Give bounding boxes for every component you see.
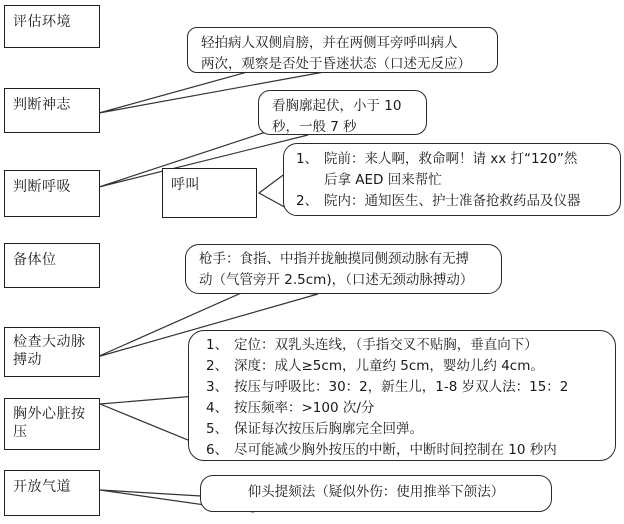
flow-box-judge-breathing [4,170,100,217]
callout-text-line: 看胸廓起伏，小于 10 [272,98,402,114]
callout-text-line: 尽可能减少胸外按压的中断，中断时间控制在 10 秒内 [234,442,557,458]
callout-consciousness [187,27,498,73]
flow-box-label: 判断神志 [13,97,71,113]
list-number: 1、 [296,151,319,167]
callout-text-line: 两次，观察是否处于昏迷状态（口述无反应） [201,56,471,72]
flow-box-check-artery-pulse [4,327,100,377]
flow-box-label: 呼叫 [171,177,200,193]
callout-breathing [258,90,427,135]
list-number: 6、 [206,442,229,458]
callout-text-line: 院前：来人啊，救命啊！请 xx 打“120”然 [324,151,578,167]
callout-text-line: 深度：成人≥5cm，儿童约 5cm，婴幼儿约 4cm。 [234,358,544,374]
flow-box-chest-compression [4,398,100,450]
callout-text-line: 按压与呼吸比：30：2，新生儿，1-8 岁双人法：15：2 [234,379,569,395]
flow-box-label: 胸外心脏按压 [13,406,86,440]
list-number: 4、 [206,400,229,416]
list-number: 1、 [206,337,229,353]
callout-text-line: 秒，一般 7 秒 [272,119,357,135]
callout-text-line: 院内：通知医生、护士准备抢救药品及仪器 [324,193,581,209]
callout-call [283,143,621,216]
callout-text-line: 后拿 AED 回来帮忙 [324,172,442,188]
list-number: 2、 [296,193,319,209]
flow-box-label: 评估环境 [13,14,71,30]
callout-text-line: 动（气管旁开 2.5cm)，（口述无颈动脉搏动） [199,272,474,288]
flow-box-label: 判断呼吸 [13,179,71,195]
flow-box-prepare-position [4,243,100,288]
flow-box-open-airway [4,470,100,516]
list-number: 5、 [206,421,229,437]
flow-box-label: 开放气道 [13,479,71,495]
callout-text-line: 枪手：食指、中指并拢触摸同侧颈动脉有无搏 [199,251,469,267]
list-number: 3、 [206,379,229,395]
flow-box-label: 备体位 [13,252,57,268]
callout-text-line: 轻拍病人双侧肩膀，并在两侧耳旁呼叫病人 [201,35,458,51]
callout-airway [200,475,552,512]
flow-box-judge-consciousness [4,88,100,133]
flow-box-label: 检查大动脉搏动 [13,334,86,368]
flow-box-assess-env [4,5,100,48]
list-number: 2、 [206,358,229,374]
callout-compression [188,330,616,461]
callout-text-line: 保证每次按压后胸廓完全回弹。 [234,421,423,437]
flow-box-call-for-help [162,168,257,218]
callout-text-line: 仰头提颏法（疑似外伤：使用推举下颌法） [247,484,505,500]
callout-text-line: 按压频率：>100 次/分 [234,400,375,416]
callout-pulse [185,244,502,294]
callout-text-line: 定位：双乳头连线，（手指交叉不贴胸，垂直向下） [234,337,538,353]
